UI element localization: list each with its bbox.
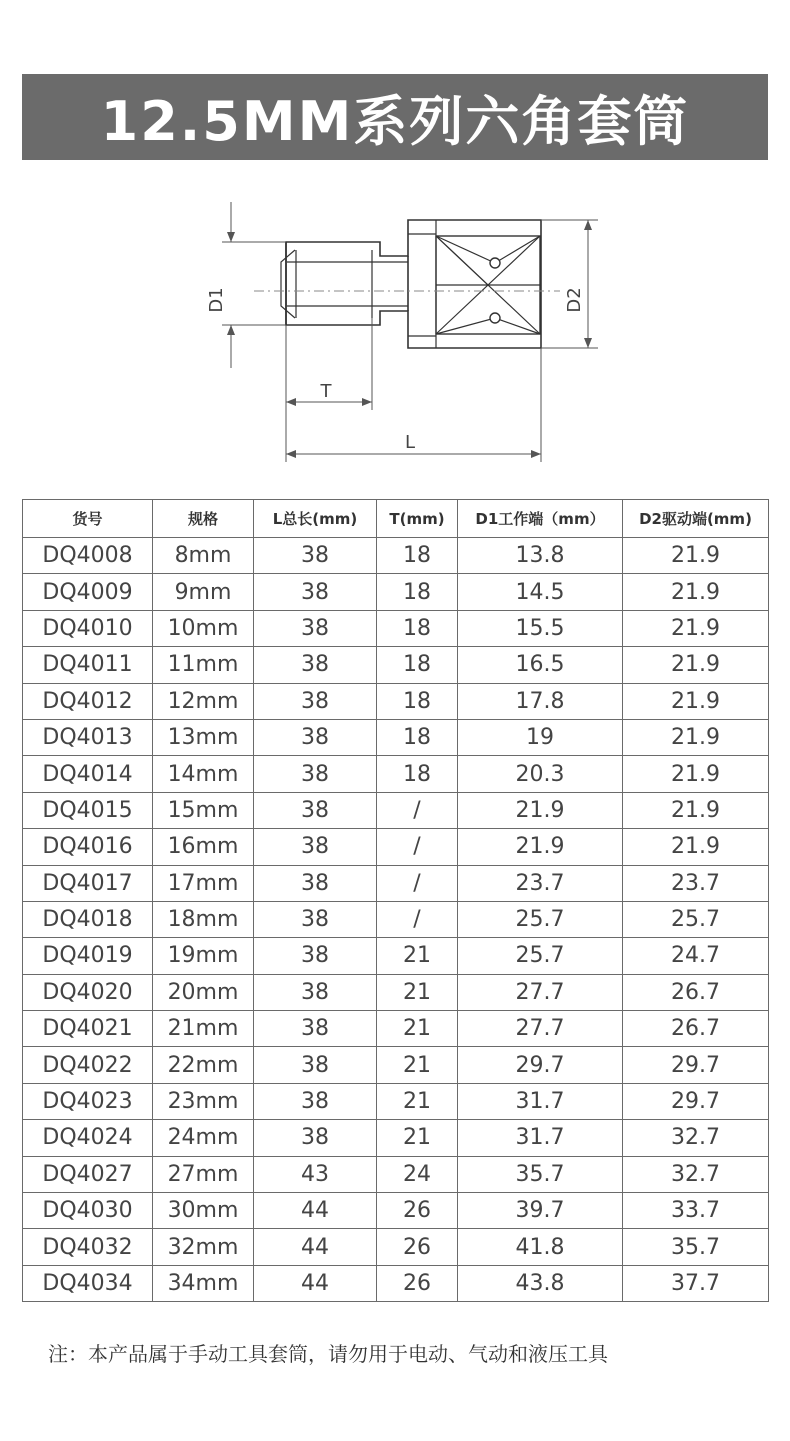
cell-length: 38 [254, 756, 377, 792]
cell-d1-value: 14.5 [458, 574, 623, 610]
cell-length: 38 [254, 538, 377, 574]
cell-d2-value: 29.7 [623, 1047, 769, 1083]
cell-length: 38 [254, 610, 377, 646]
cell-d1-value: 31.7 [458, 1083, 623, 1119]
header-item-no: 货号 [23, 500, 153, 538]
cell-d1-value: 39.7 [458, 1193, 623, 1229]
cell-d2-value: 24.7 [623, 938, 769, 974]
cell-length: 38 [254, 901, 377, 937]
cell-d1-value: 27.7 [458, 1011, 623, 1047]
cell-d1-value: 29.7 [458, 1047, 623, 1083]
cell-size: 18mm [153, 901, 254, 937]
cell-size: 20mm [153, 974, 254, 1010]
table-body [23, 538, 769, 1302]
cell-length: 38 [254, 974, 377, 1010]
cell-item-no: DQ4009 [23, 574, 153, 610]
header-d2: D2驱动端(mm) [623, 500, 769, 538]
cell-d1-value: 13.8 [458, 538, 623, 574]
l-label: L [404, 432, 416, 453]
cell-length: 38 [254, 938, 377, 974]
table-row [23, 865, 769, 901]
cell-size: 27mm [153, 1156, 254, 1192]
cell-d1-value: 25.7 [458, 938, 623, 974]
cell-t-value: 21 [377, 1011, 458, 1047]
table-header-row [23, 500, 769, 538]
cell-d2-value: 26.7 [623, 1011, 769, 1047]
cell-t-value: / [377, 792, 458, 828]
cell-item-no: DQ4016 [23, 829, 153, 865]
page-title: 12.5MM系列六角套筒 [100, 89, 690, 153]
cell-size: 17mm [153, 865, 254, 901]
cell-d1-value: 15.5 [458, 610, 623, 646]
cell-length: 44 [254, 1229, 377, 1265]
header-d1: D1工作端（mm） [458, 500, 623, 538]
header-length: L总长(mm) [254, 500, 377, 538]
cell-d2-value: 21.9 [623, 792, 769, 828]
cell-d2-value: 29.7 [623, 1083, 769, 1119]
cell-size: 15mm [153, 792, 254, 828]
cell-d2-value: 26.7 [623, 974, 769, 1010]
cell-length: 38 [254, 865, 377, 901]
cell-item-no: DQ4013 [23, 719, 153, 755]
detent-ball-hole [490, 313, 500, 323]
cell-size: 9mm [153, 574, 254, 610]
cell-length: 38 [254, 719, 377, 755]
cell-d1-value: 43.8 [458, 1265, 623, 1301]
cell-size: 30mm [153, 1193, 254, 1229]
cell-size: 10mm [153, 610, 254, 646]
cell-d2-value: 33.7 [623, 1193, 769, 1229]
cell-d1-value: 21.9 [458, 792, 623, 828]
cell-size: 14mm [153, 756, 254, 792]
cell-length: 38 [254, 1047, 377, 1083]
cell-d2-value: 35.7 [623, 1229, 769, 1265]
cell-item-no: DQ4020 [23, 974, 153, 1010]
cell-item-no: DQ4019 [23, 938, 153, 974]
cell-size: 32mm [153, 1229, 254, 1265]
table-row [23, 1083, 769, 1119]
cell-d2-value: 21.9 [623, 683, 769, 719]
cell-item-no: DQ4010 [23, 610, 153, 646]
cell-item-no: DQ4021 [23, 1011, 153, 1047]
cell-t-value: 21 [377, 1083, 458, 1119]
table-row [23, 756, 769, 792]
cell-d2-value: 32.7 [623, 1156, 769, 1192]
specification-table [22, 499, 769, 1302]
table-row [23, 647, 769, 683]
cell-length: 38 [254, 829, 377, 865]
cell-d2-value: 25.7 [623, 901, 769, 937]
table-row [23, 1193, 769, 1229]
cell-item-no: DQ4032 [23, 1229, 153, 1265]
cell-d1-value: 27.7 [458, 974, 623, 1010]
cell-t-value: 18 [377, 574, 458, 610]
cell-size: 16mm [153, 829, 254, 865]
cell-d2-value: 21.9 [623, 719, 769, 755]
cell-d1-value: 17.8 [458, 683, 623, 719]
cell-t-value: 26 [377, 1193, 458, 1229]
cell-t-value: 26 [377, 1229, 458, 1265]
cell-item-no: DQ4018 [23, 901, 153, 937]
cell-length: 38 [254, 1120, 377, 1156]
table-row [23, 1011, 769, 1047]
cell-d2-value: 21.9 [623, 647, 769, 683]
cell-t-value: 18 [377, 610, 458, 646]
table-row [23, 610, 769, 646]
cell-t-value: 21 [377, 974, 458, 1010]
cell-d1-value: 25.7 [458, 901, 623, 937]
cell-size: 21mm [153, 1011, 254, 1047]
cell-length: 44 [254, 1265, 377, 1301]
cell-size: 8mm [153, 538, 254, 574]
cell-length: 38 [254, 1011, 377, 1047]
table-row [23, 1265, 769, 1301]
cell-length: 43 [254, 1156, 377, 1192]
cell-d1-value: 21.9 [458, 829, 623, 865]
cell-size: 34mm [153, 1265, 254, 1301]
header-size: 规格 [153, 500, 254, 538]
cell-size: 24mm [153, 1120, 254, 1156]
cell-item-no: DQ4008 [23, 538, 153, 574]
socket-dimension-diagram [0, 190, 790, 480]
cell-item-no: DQ4012 [23, 683, 153, 719]
socket-outline [286, 220, 541, 348]
cell-item-no: DQ4014 [23, 756, 153, 792]
cell-t-value: 18 [377, 756, 458, 792]
cell-size: 23mm [153, 1083, 254, 1119]
cell-item-no: DQ4024 [23, 1120, 153, 1156]
table-row [23, 683, 769, 719]
d1-label: D1 [206, 287, 227, 313]
cell-size: 13mm [153, 719, 254, 755]
table-row [23, 538, 769, 574]
cell-item-no: DQ4027 [23, 1156, 153, 1192]
cell-t-value: 21 [377, 1047, 458, 1083]
cell-t-value: 21 [377, 938, 458, 974]
table-row [23, 974, 769, 1010]
cell-t-value: 26 [377, 1265, 458, 1301]
table-row [23, 1047, 769, 1083]
cell-d2-value: 21.9 [623, 610, 769, 646]
cell-t-value: 18 [377, 647, 458, 683]
cell-size: 12mm [153, 683, 254, 719]
cell-d2-value: 21.9 [623, 538, 769, 574]
table-row [23, 1156, 769, 1192]
cell-d2-value: 23.7 [623, 865, 769, 901]
cell-size: 19mm [153, 938, 254, 974]
table-row [23, 574, 769, 610]
table-row [23, 792, 769, 828]
cell-t-value: 24 [377, 1156, 458, 1192]
title-banner [22, 74, 768, 160]
cell-d1-value: 23.7 [458, 865, 623, 901]
cell-d2-value: 21.9 [623, 756, 769, 792]
t-label: T [320, 381, 332, 402]
d2-label: D2 [564, 287, 585, 313]
cell-length: 38 [254, 683, 377, 719]
cell-d1-value: 20.3 [458, 756, 623, 792]
cell-length: 38 [254, 647, 377, 683]
cell-length: 38 [254, 574, 377, 610]
cell-length: 38 [254, 792, 377, 828]
cell-d1-value: 31.7 [458, 1120, 623, 1156]
cell-t-value: / [377, 865, 458, 901]
cell-item-no: DQ4011 [23, 647, 153, 683]
cell-d2-value: 21.9 [623, 574, 769, 610]
cell-item-no: DQ4015 [23, 792, 153, 828]
cell-t-value: / [377, 901, 458, 937]
cell-d1-value: 35.7 [458, 1156, 623, 1192]
cell-item-no: DQ4030 [23, 1193, 153, 1229]
cell-t-value: 21 [377, 1120, 458, 1156]
cell-t-value: 18 [377, 683, 458, 719]
cell-t-value: / [377, 829, 458, 865]
cell-d1-value: 41.8 [458, 1229, 623, 1265]
table-row [23, 829, 769, 865]
table-row [23, 938, 769, 974]
cell-item-no: DQ4022 [23, 1047, 153, 1083]
cell-d2-value: 32.7 [623, 1120, 769, 1156]
header-t: T(mm) [377, 500, 458, 538]
table-row [23, 1229, 769, 1265]
table-row [23, 719, 769, 755]
cell-length: 44 [254, 1193, 377, 1229]
cell-item-no: DQ4017 [23, 865, 153, 901]
cell-size: 22mm [153, 1047, 254, 1083]
detent-ball-hole [490, 258, 500, 268]
cell-t-value: 18 [377, 719, 458, 755]
usage-note: 注：本产品属于手动工具套筒，请勿用于电动、气动和液压工具 [48, 1342, 608, 1366]
cell-item-no: DQ4023 [23, 1083, 153, 1119]
cell-size: 11mm [153, 647, 254, 683]
table-row [23, 1120, 769, 1156]
cell-t-value: 18 [377, 538, 458, 574]
cell-d1-value: 19 [458, 719, 623, 755]
cell-length: 38 [254, 1083, 377, 1119]
cell-d2-value: 21.9 [623, 829, 769, 865]
table-row [23, 901, 769, 937]
cell-d1-value: 16.5 [458, 647, 623, 683]
cell-item-no: DQ4034 [23, 1265, 153, 1301]
cell-d2-value: 37.7 [623, 1265, 769, 1301]
